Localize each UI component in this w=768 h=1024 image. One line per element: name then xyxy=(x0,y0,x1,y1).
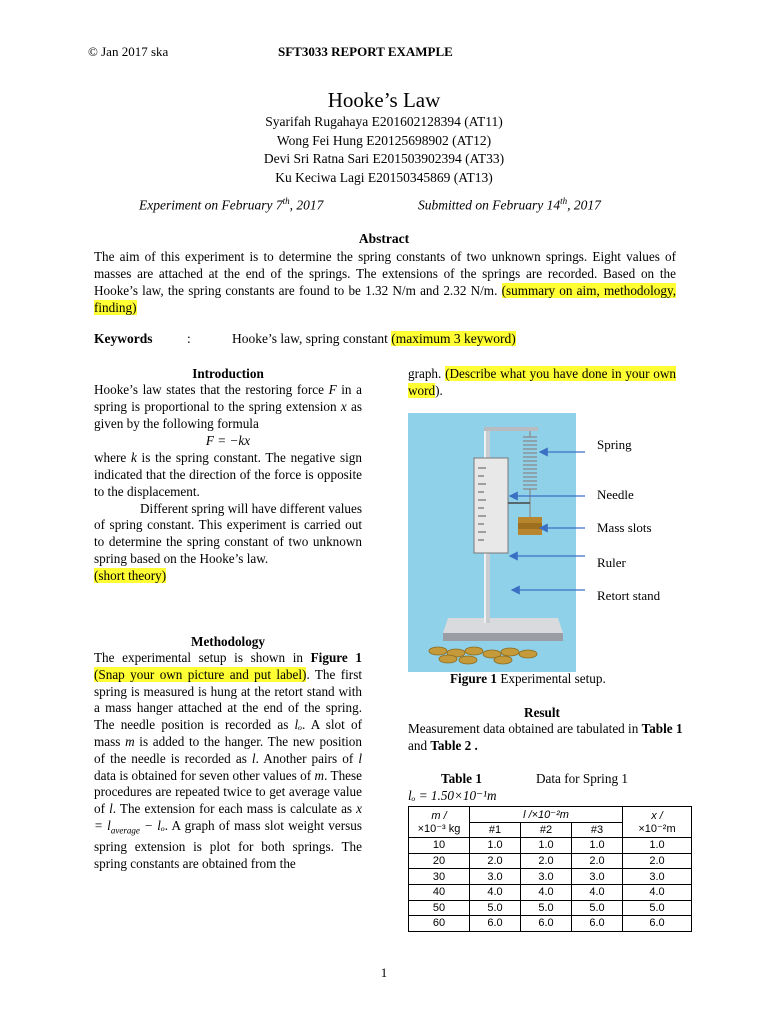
table-row xyxy=(409,853,692,869)
result-body: and xyxy=(408,737,431,753)
var-l0: lₒ xyxy=(294,717,302,733)
cell-trial: 1.0 xyxy=(470,838,521,854)
figure-caption-label: Figure 1 xyxy=(450,671,498,686)
header-left: © Jan 2017 ska xyxy=(88,44,169,59)
label-spring: Spring xyxy=(597,437,632,452)
cell-trial: 6.0 xyxy=(572,916,623,932)
label-ruler: Ruler xyxy=(597,555,626,570)
label-arrows xyxy=(500,430,600,610)
header-length: l /×10⁻²m xyxy=(470,807,623,823)
methodology-continued xyxy=(408,366,676,400)
method-text: . The first spring is measured is hung at the retort stand with a mass hanger attached at the end of the spring. The needle position is recorded as xyxy=(94,666,362,733)
cell-extension: 3.0 xyxy=(623,869,692,885)
table-row xyxy=(409,869,692,885)
cell-trial: 2.0 xyxy=(572,853,623,869)
cell-extension: 2.0 xyxy=(623,853,692,869)
header-trial-2: #2 xyxy=(521,822,572,838)
abstract-note: (summary on aim, methodology, finding) xyxy=(94,283,677,315)
intro-note: (short theory) xyxy=(94,567,167,583)
method-text: ). xyxy=(435,382,443,398)
experiment-date xyxy=(139,196,323,214)
cell-trial: 1.0 xyxy=(521,838,572,854)
header-title: SFT3033 REPORT EXAMPLE xyxy=(278,44,453,59)
cell-trial: 4.0 xyxy=(470,884,521,900)
experiment-date-year: , 2017 xyxy=(289,197,324,213)
submitted-date-text: Submitted on February 14 xyxy=(418,197,561,213)
cell-trial: 3.0 xyxy=(470,869,521,885)
table-row xyxy=(409,900,692,916)
cell-extension: 6.0 xyxy=(623,916,692,932)
cell-trial: 5.0 xyxy=(572,900,623,916)
cell-mass: 30 xyxy=(409,869,470,885)
eq-part: x = l xyxy=(94,801,362,833)
header-trial-1: #1 xyxy=(470,822,521,838)
method-note: (Snap your own picture and put label) xyxy=(94,666,307,682)
abstract-text xyxy=(94,248,676,316)
method-text: . A graph of mass slot weight versus spring extension is plot for both springs. The spring constants are obtained from the xyxy=(94,817,362,872)
experiment-date-sup: th xyxy=(282,196,290,206)
table2-ref: Table 2 . xyxy=(430,737,478,753)
var-m: m xyxy=(314,767,325,783)
header-mass xyxy=(409,807,470,838)
intro-paragraph-2: Different spring will have different values of spring constant. This experiment is carried out to determine the spring constant of two unknown spring based on the Hooke’s law. xyxy=(94,500,362,566)
label-mass-slots: Mass slots xyxy=(597,520,652,535)
var-m: m xyxy=(125,733,135,749)
header-mass-unit: ×10⁻³ kg xyxy=(417,822,461,835)
eq-part: − lₒ xyxy=(139,817,165,833)
introduction-text xyxy=(94,382,362,585)
cell-trial: 5.0 xyxy=(470,900,521,916)
submitted-date xyxy=(418,196,601,214)
author: Syarifah Rugahaya E201602128394 (AT11) xyxy=(265,114,503,129)
var-l: l xyxy=(358,750,362,766)
page-number: 1 xyxy=(380,965,388,980)
header-extension-top: x / xyxy=(651,809,663,822)
var-l: l xyxy=(109,801,113,817)
var-l: l xyxy=(251,750,256,766)
cell-mass: 40 xyxy=(409,884,470,900)
table-row xyxy=(409,838,692,854)
cell-trial: 6.0 xyxy=(521,916,572,932)
cell-trial: 3.0 xyxy=(521,869,572,885)
cell-trial: 4.0 xyxy=(521,884,572,900)
cell-extension: 4.0 xyxy=(623,884,692,900)
cell-mass: 10 xyxy=(409,838,470,854)
table-row xyxy=(409,916,692,932)
result-heading: Result xyxy=(524,705,560,720)
author: Ku Keciwa Lagi E20150345869 (AT13) xyxy=(275,169,493,185)
keywords-note: (maximum 3 keyword) xyxy=(391,331,516,346)
result-text xyxy=(408,721,698,755)
header-mass-top: m / xyxy=(431,809,447,822)
var-k: k xyxy=(130,450,137,466)
cell-trial: 2.0 xyxy=(521,853,572,869)
hooke-formula: F = −kx xyxy=(205,433,251,449)
var-x: x xyxy=(340,398,347,414)
var-f: F xyxy=(328,382,337,397)
method-text: The experimental setup is shown in xyxy=(94,650,311,665)
cell-trial: 4.0 xyxy=(572,884,623,900)
keywords-list: Hooke’s law, spring constant xyxy=(232,331,392,346)
method-note: (Describe what you have done in your own word xyxy=(408,366,677,398)
intro-text: Hooke’s law states that the restoring force xyxy=(94,382,329,397)
method-text: graph. xyxy=(408,366,446,381)
method-text: . These procedures are repeated twice to get average value of xyxy=(94,767,363,817)
method-text: . Another pairs of xyxy=(255,750,359,766)
method-text: . A slot of mass xyxy=(94,717,362,749)
intro-text: is the spring constant. The negative sign indicated that the direction of the force is opposite to the displacement. xyxy=(94,450,362,499)
cell-extension: 1.0 xyxy=(623,838,692,854)
methodology-text xyxy=(94,650,362,873)
l0-value: lₒ = 1.50×10⁻¹m xyxy=(408,788,497,803)
submitted-date-sup: th xyxy=(560,196,568,206)
eq-sub: average xyxy=(110,825,140,836)
table-row xyxy=(409,884,692,900)
keywords-text xyxy=(232,331,516,347)
result-body: Measurement data obtained are tabulated in xyxy=(408,721,642,736)
label-retort-stand: Retort stand xyxy=(597,588,661,603)
figure-ref: Figure 1 xyxy=(310,650,362,665)
cell-mass: 60 xyxy=(409,916,470,932)
cell-trial: 6.0 xyxy=(470,916,521,932)
author: Devi Sri Ratna Sari E201503902394 (AT33) xyxy=(263,151,505,166)
submitted-date-year: , 2017 xyxy=(567,197,601,213)
cell-trial: 2.0 xyxy=(470,853,521,869)
header-extension xyxy=(623,807,692,838)
figure-caption-text: Experimental setup. xyxy=(497,671,606,686)
cell-extension: 5.0 xyxy=(623,900,692,916)
cell-mass: 50 xyxy=(409,900,470,916)
methodology-heading: Methodology xyxy=(191,634,265,649)
intro-text: as given by the following formula xyxy=(94,398,362,431)
header-trial-3: #3 xyxy=(572,822,623,838)
header-extension-unit: ×10⁻²m xyxy=(638,822,676,835)
table-label: Table 1 xyxy=(441,771,482,786)
table1-ref: Table 1 xyxy=(641,721,683,736)
intro-text: where xyxy=(94,450,131,466)
label-needle: Needle xyxy=(597,487,634,502)
table-title: Data for Spring 1 xyxy=(536,771,628,786)
figure-caption xyxy=(450,671,606,688)
cell-trial: 5.0 xyxy=(521,900,572,916)
method-text: data is obtained for seven other values of xyxy=(94,767,315,783)
keywords-colon: : xyxy=(187,331,191,346)
introduction-heading: Introduction xyxy=(192,366,264,381)
cell-trial: 1.0 xyxy=(572,838,623,854)
cell-trial: 3.0 xyxy=(572,869,623,885)
abstract-body: The aim of this experiment is to determine the spring constants of two unknown springs. Eight values of masses are attached at the end of the springs. The extensions of the springs are recorded. Based on the Hooke’s law, the spring constants are found to be 1.32 N/m and 2.32 N/m. xyxy=(94,249,676,298)
method-text: is added to the hanger. The new position of the needle is recorded as xyxy=(94,733,362,766)
data-table-spring-1 xyxy=(408,806,692,932)
keywords-label: Keywords xyxy=(94,331,153,346)
paper-title: Hooke’s Law xyxy=(327,88,441,112)
author: Wong Fei Hung E20125698902 (AT12) xyxy=(276,132,492,148)
intro-text: in a spring is proportional to the spring extension xyxy=(94,382,362,414)
experiment-date-text: Experiment on February 7 xyxy=(139,197,283,213)
abstract-heading: Abstract xyxy=(358,231,410,246)
author-list xyxy=(0,113,768,187)
cell-mass: 20 xyxy=(409,853,470,869)
method-text: . The extension for each mass is calculate as xyxy=(112,801,357,817)
